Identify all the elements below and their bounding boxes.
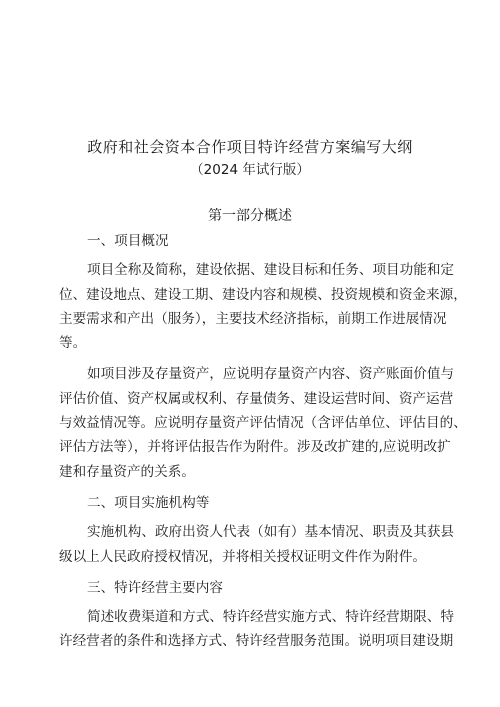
paragraph-line: 评估价值、资产权属或权利、存量债务、建设运营时间、资产运营 [59, 390, 454, 407]
paragraph-line: 简述收费渠道和方式、特许经营实施方式、特许经营期限、特 [87, 609, 455, 626]
section-heading: 二、项目实施机构等 [87, 494, 210, 511]
paragraph [59, 605, 455, 654]
paragraph-line: 主要需求和产出（服务），主要技术经济指标，前期工作进展情况 [59, 310, 447, 327]
paragraph-line: 评估方法等），并将评估报告作为附件。涉及改扩建的,应说明改扩 [59, 439, 451, 456]
part-heading: 第一部分概述 [208, 208, 292, 224]
paragraph-line: 等。 [59, 335, 87, 352]
paragraph-line: 建和存量资产的关系。 [59, 463, 195, 480]
paragraph-line: 许经营者的条件和选择方式、特许经营服务范围。说明项目建设期 [59, 633, 454, 650]
paragraph [59, 258, 467, 355]
paragraph [59, 362, 467, 483]
paragraph-line: 项目全称及简称，建设依据、建设目标和任务、项目功能和定 [87, 262, 455, 279]
paragraph-line: 如项目涉及存量资产，应说明存量资产内容、资产账面价值与 [87, 366, 455, 383]
paragraph-line: 与效益情况等。应说明存量资产评估情况（含评估单位、评估目的、 [59, 415, 467, 432]
paragraph [59, 520, 455, 569]
document-body [59, 229, 467, 661]
paragraph-line: 位、建设地点、建设工期、建设内容和规模、投资规模和资金来源， [59, 286, 467, 303]
section-heading: 一、项目概况 [87, 233, 169, 249]
document-subtitle: （2024 年试行版） [190, 162, 310, 178]
paragraph-line: 级以上人民政府授权情况，并将相关授权证明文件作为附件。 [59, 548, 427, 565]
paragraph-line: 实施机构、政府出资人代表（如有）基本情况、职责及其获县 [87, 524, 455, 541]
section-heading: 三、特许经营主要内容 [87, 579, 223, 596]
document-title: 政府和社会资本合作项目特许经营方案编写大纲 [87, 138, 413, 156]
